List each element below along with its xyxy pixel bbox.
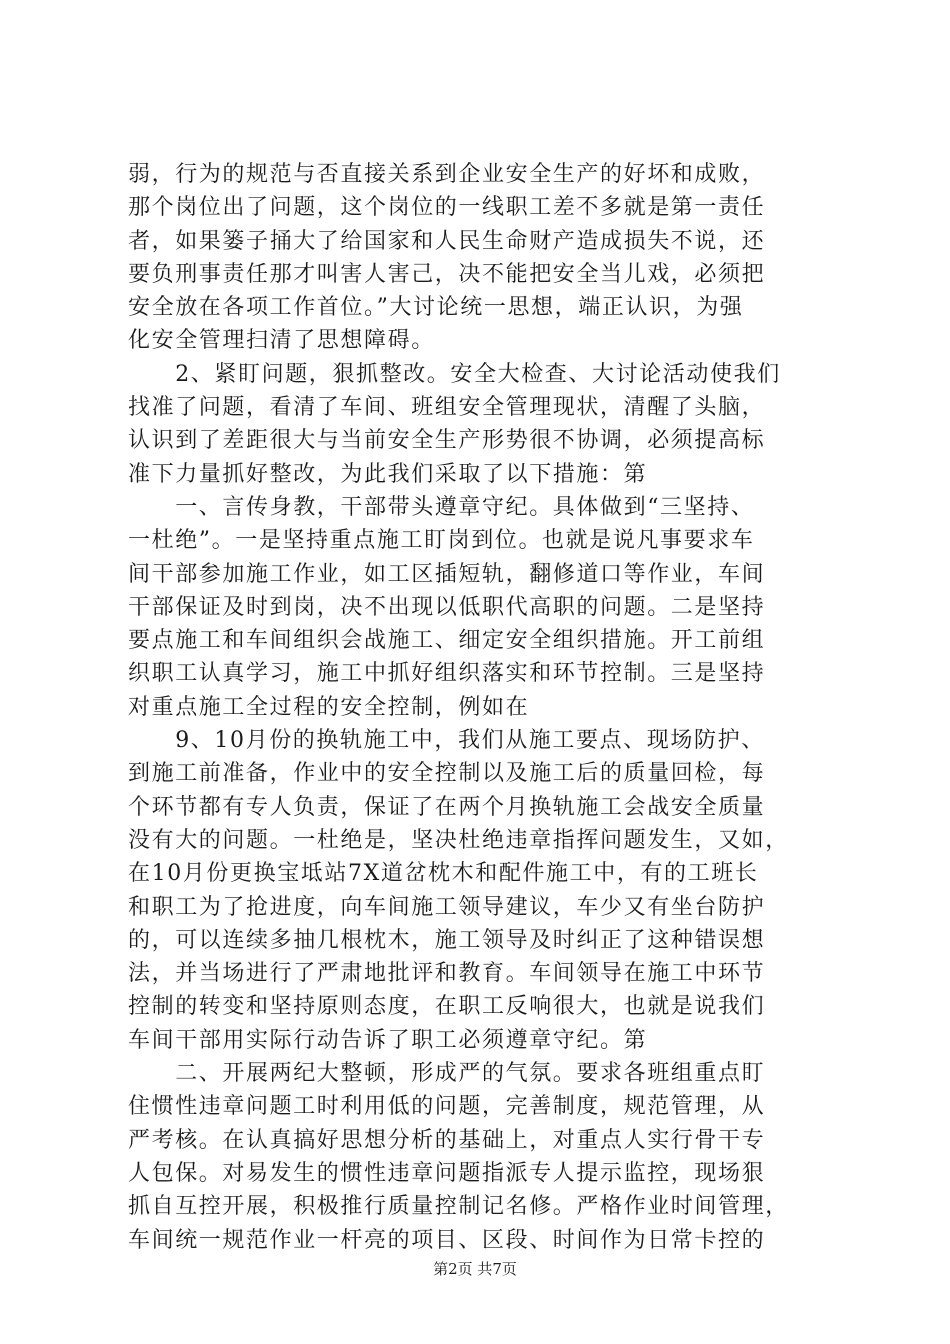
document-body bbox=[128, 158, 828, 1257]
text-line: 间干部参加施工作业，如工区插短轨，翻修道口等作业，车间 bbox=[128, 561, 766, 587]
text-line: 严考核。在认真搞好思想分析的基础上，对重点人实行骨干专 bbox=[128, 1127, 766, 1153]
text-line: 化安全管理扫清了思想障碍。 bbox=[128, 328, 435, 354]
text-line: 要点施工和车间组织会战施工、细定安全组织措施。开工前组 bbox=[128, 628, 766, 654]
text-line: 没有大的问题。一杜绝是，坚决杜绝违章指挥问题发生，又如， bbox=[128, 827, 789, 853]
text-line: 车间干部用实际行动告诉了职工必须遵章守纪。第 bbox=[128, 1027, 648, 1053]
text-line: 车间统一规范作业一杆亮的项目、区段、时间作为日常卡控的 bbox=[128, 1227, 766, 1253]
text-line: 弱，行为的规范与否直接关系到企业安全生产的好坏和成败， bbox=[128, 162, 766, 187]
text-line: 干部保证及时到岗，决不出现以低职代高职的问题。二是坚持 bbox=[128, 594, 766, 620]
text-line: 者，如果篓子捅大了给国家和人民生命财产造成损失不说，还 bbox=[128, 228, 766, 254]
text-line: 2、紧盯问题，狠抓整改。安全大检查、大讨论活动使我们 bbox=[128, 361, 781, 387]
text-line: 找准了问题，看清了车间、班组安全管理现状，清醒了头脑， bbox=[128, 395, 766, 421]
text-line: 要负刑事责任那才叫害人害己，决不能把安全当儿戏，必须把 bbox=[128, 261, 766, 287]
text-line: 那个岗位出了问题，这个岗位的一线职工差不多就是第一责任 bbox=[128, 195, 766, 221]
text-line: 准下力量抓好整改，为此我们采取了以下措施：第 bbox=[128, 461, 648, 487]
text-line: 9、10月份的换轨施工中，我们从施工要点、现场防护、 bbox=[128, 728, 765, 754]
text-line: 在10月份更换宝坻站7X道岔枕木和配件施工中，有的工班长 bbox=[128, 861, 759, 887]
text-line: 抓自互控开展，积极推行质量控制记名修。严格作业时间管理， bbox=[128, 1194, 789, 1220]
text-line: 一杜绝”。一是坚持重点施工盯岗到位。也就是说凡事要求车 bbox=[128, 528, 755, 554]
text-line: 个环节都有专人负责，保证了在两个月换轨施工会战安全质量 bbox=[128, 794, 766, 820]
text-line: 认识到了差距很大与当前安全生产形势很不协调，必须提高标 bbox=[128, 428, 766, 454]
text-line: 的，可以连续多抽几根枕木，施工领导及时纠正了这种错误想 bbox=[128, 927, 766, 953]
text-line: 织职工认真学习，施工中抓好组织落实和环节控制。三是坚持 bbox=[128, 661, 766, 687]
text-line: 安全放在各项工作首位。”大讨论统一思想，端正认识，为强 bbox=[128, 295, 744, 321]
text-line: 一、言传身教，干部带头遵章守纪。具体做到“三坚持、 bbox=[128, 494, 755, 520]
text-line: 和职工为了抢进度，向车间施工领导建议，车少又有坐台防护 bbox=[128, 894, 766, 920]
text-line: 对重点施工全过程的安全控制，例如在 bbox=[128, 694, 530, 720]
text-line: 二、开展两纪大整顿，形成严的气氛。要求各班组重点盯 bbox=[128, 1061, 766, 1087]
text-line: 人包保。对易发生的惯性违章问题指派专人提示监控，现场狠 bbox=[128, 1160, 766, 1186]
text-line: 到施工前准备，作业中的安全控制以及施工后的质量回检，每 bbox=[128, 761, 766, 787]
page-number-footer: 第2页 共7页 bbox=[433, 1260, 517, 1278]
text-line: 法，并当场进行了严肃地批评和教育。车间领导在施工中环节 bbox=[128, 961, 766, 987]
text-line: 住惯性违章问题工时利用低的问题，完善制度，规范管理，从 bbox=[128, 1094, 766, 1120]
text-line: 控制的转变和坚持原则态度，在职工反响很大，也就是说我们 bbox=[128, 994, 766, 1020]
